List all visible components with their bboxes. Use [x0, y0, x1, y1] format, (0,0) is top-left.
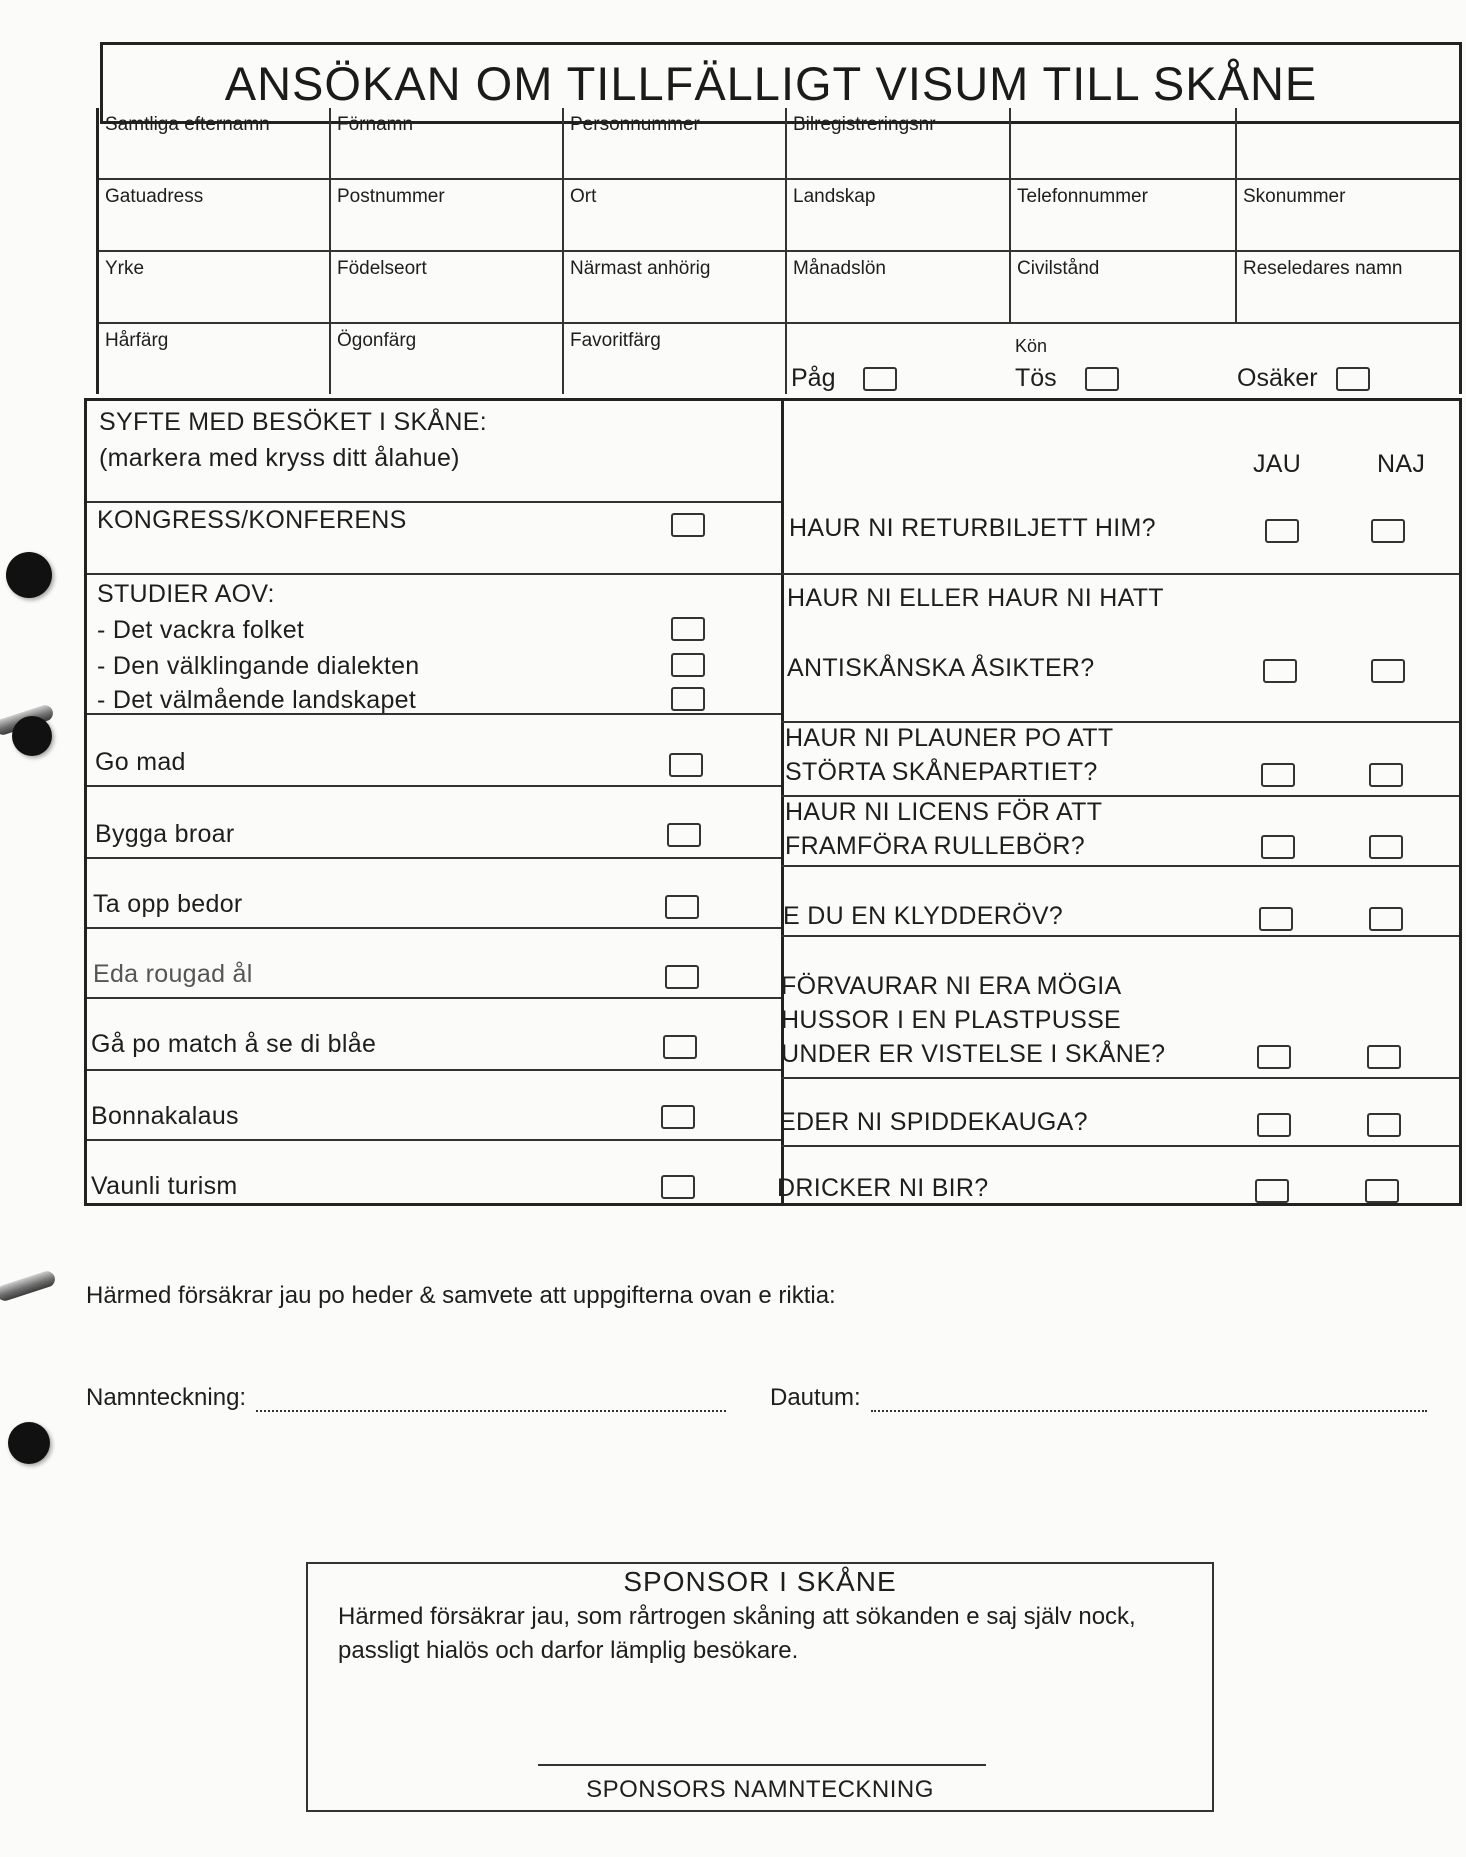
row-line — [87, 1139, 781, 1141]
field-marital-status[interactable]: Civilstånd — [1011, 252, 1237, 322]
date-label: Dautum: — [770, 1384, 861, 1411]
row-line — [87, 785, 781, 787]
purpose-studies-landscape: - Det välmående landskapet — [97, 686, 417, 714]
purpose-take-up-beets-checkbox[interactable] — [665, 895, 699, 919]
anti-scanian-no-checkbox[interactable] — [1371, 659, 1405, 683]
row-line — [781, 865, 1459, 867]
purpose-farm-party: Bonnakalaus — [91, 1102, 239, 1130]
purpose-ordinary-tourism: Vaunli turism — [91, 1172, 238, 1200]
spiddekauga-yes-checkbox[interactable] — [1257, 1113, 1291, 1137]
overthrow-party-yes-checkbox[interactable] — [1261, 763, 1295, 787]
purpose-ordinary-tourism-checkbox[interactable] — [661, 1175, 695, 1199]
gender-option-boy — [791, 364, 897, 393]
gender-unsure-checkbox[interactable] — [1336, 367, 1370, 391]
column-divider — [781, 401, 784, 1203]
field-tour-guide-name[interactable]: Reseledares namn — [1243, 258, 1403, 279]
field-phone[interactable]: Telefonnummer — [1011, 180, 1237, 250]
signature-row — [86, 1384, 726, 1412]
sponsor-title: SPONSOR I SKÅNE — [623, 1566, 897, 1597]
field-province[interactable]: Landskap — [787, 180, 1011, 250]
beer-yes-checkbox[interactable] — [1255, 1179, 1289, 1203]
info-row — [99, 324, 1459, 394]
purpose-go-mad: Go mad — [95, 748, 186, 776]
purpose-heading: SYFTE MED BESÖKET I SKÅNE: — [99, 408, 487, 436]
binder-ring — [0, 1269, 57, 1303]
purpose-eat-smoked-eel: Eda rougad ål — [93, 960, 253, 988]
gender-option-label: Påg — [791, 364, 836, 392]
purpose-football-match-checkbox[interactable] — [663, 1035, 697, 1059]
row-line — [87, 1069, 781, 1071]
form-title: ANSÖKAN OM TILLFÄLLIGT VISUM TILL SKÅNE — [224, 56, 1318, 110]
field-birthplace[interactable]: Födelseort — [331, 252, 564, 322]
row-line — [87, 857, 781, 859]
purpose-conference: KONGRESS/KONFERENS — [97, 506, 407, 534]
field-next-of-kin[interactable]: Närmast anhörig — [564, 252, 787, 322]
field-postal-code[interactable]: Postnummer — [331, 180, 564, 250]
field-blank-1[interactable] — [1011, 108, 1237, 178]
question-spiddekauga: EDER NI SPIDDEKAUGA? — [779, 1108, 1088, 1136]
question-plastic-bag-line2: HUSSOR I EN PLASTPUSSE — [781, 1006, 1122, 1034]
row-line — [781, 1077, 1459, 1079]
gender-option-unsure — [1237, 364, 1370, 393]
question-plastic-bag-line3: UNDER ER VISTELSE I SKÅNE? — [781, 1040, 1166, 1068]
purpose-studies-people-checkbox[interactable] — [671, 617, 705, 641]
row-line — [87, 997, 781, 999]
signature-line[interactable] — [256, 1410, 726, 1412]
field-hair-color[interactable]: Hårfärg — [99, 324, 331, 394]
question-anti-scanian-line2: ANTISKÅNSKA ÅSIKTER? — [787, 654, 1095, 682]
field-blank-2[interactable] — [1237, 108, 1459, 178]
gender-option-label: Osäker — [1237, 364, 1318, 392]
beer-no-checkbox[interactable] — [1365, 1179, 1399, 1203]
signature-label: Namnteckning: — [86, 1384, 247, 1411]
purpose-studies-dialect: - Den välklingande dialekten — [97, 652, 420, 680]
question-return-ticket: HAUR NI RETURBILJETT HIM? — [789, 514, 1156, 542]
question-beer: DRICKER NI BIR? — [777, 1174, 989, 1202]
question-license-line2: FRAMFÖRA RULLEBÖR? — [785, 832, 1085, 860]
binder-hole — [12, 716, 52, 756]
purpose-take-up-beets: Ta opp bedor — [93, 890, 243, 918]
klydderov-no-checkbox[interactable] — [1369, 907, 1403, 931]
sponsor-text: Härmed försäkrar jau, som rårtrogen skåning att sökanden e saj själv nock, passligt hialös och darfor lämplig besökare. — [338, 1603, 1136, 1664]
sponsor-signature-line[interactable] — [538, 1764, 986, 1766]
row-line — [87, 573, 781, 575]
questionnaire-box — [84, 398, 1462, 1206]
purpose-go-mad-checkbox[interactable] — [669, 753, 703, 777]
gender-label: Kön — [1015, 336, 1048, 356]
field-city[interactable]: Ort — [564, 180, 787, 250]
purpose-studies-dialect-checkbox[interactable] — [671, 653, 705, 677]
row-line — [87, 927, 781, 929]
plastic-bag-yes-checkbox[interactable] — [1257, 1045, 1291, 1069]
purpose-studies: STUDIER AOV: — [97, 580, 275, 608]
row-line — [781, 935, 1459, 937]
info-row — [99, 180, 1459, 252]
field-surnames[interactable]: Samtliga efternamn — [99, 108, 331, 178]
plastic-bag-no-checkbox[interactable] — [1367, 1045, 1401, 1069]
purpose-build-bridges-checkbox[interactable] — [667, 823, 701, 847]
overthrow-party-no-checkbox[interactable] — [1369, 763, 1403, 787]
yes-column-header: JAU — [1253, 450, 1302, 478]
field-street-address[interactable]: Gatuadress — [99, 180, 331, 250]
purpose-build-bridges: Bygga broar — [95, 820, 235, 848]
klydderov-yes-checkbox[interactable] — [1259, 907, 1293, 931]
license-no-checkbox[interactable] — [1369, 835, 1403, 859]
purpose-studies-people: - Det vackra folket — [97, 616, 305, 644]
purpose-subheading: (markera med kryss ditt ålahue) — [99, 444, 460, 472]
question-license-line1: HAUR NI LICENS FÖR ATT — [785, 798, 1103, 826]
question-klydderov: E DU EN KLYDDERÖV? — [783, 902, 1064, 930]
date-line[interactable] — [871, 1410, 1427, 1412]
return-ticket-no-checkbox[interactable] — [1371, 519, 1405, 543]
gender-field — [787, 324, 1459, 394]
spiddekauga-no-checkbox[interactable] — [1367, 1113, 1401, 1137]
sponsor-signature-label: SPONSORS NAMNTECKNING — [586, 1776, 934, 1803]
question-overthrow-party-line1: HAUR NI PLAUNER PO ATT — [785, 724, 1114, 752]
personal-info-grid — [96, 108, 1462, 394]
date-row — [770, 1384, 1427, 1412]
field-car-registration[interactable]: Bilregistreringsnr — [787, 108, 1011, 178]
info-row — [99, 252, 1459, 324]
binder-hole — [8, 1422, 50, 1464]
info-row — [99, 108, 1459, 180]
anti-scanian-yes-checkbox[interactable] — [1263, 659, 1297, 683]
purpose-football-match: Gå po match å se di blåe — [91, 1030, 377, 1058]
gender-option-label: Tös — [1015, 364, 1057, 392]
purpose-studies-landscape-checkbox[interactable] — [671, 687, 705, 711]
question-anti-scanian-line1: HAUR NI ELLER HAUR NI HATT — [787, 584, 1164, 612]
gender-option-girl — [1015, 364, 1119, 393]
return-ticket-yes-checkbox[interactable] — [1265, 519, 1299, 543]
purpose-conference-checkbox[interactable] — [671, 513, 705, 537]
sponsor-box — [306, 1562, 1214, 1812]
binder-hole — [6, 552, 52, 598]
purpose-eat-smoked-eel-checkbox[interactable] — [665, 965, 699, 989]
field-monthly-salary[interactable]: Månadslön — [787, 252, 1011, 322]
field-personal-number[interactable]: Personnummer — [564, 108, 787, 178]
purpose-farm-party-checkbox[interactable] — [661, 1105, 695, 1129]
declaration-text: Härmed försäkrar jau po heder & samvete att uppgifterna ovan e riktia: — [86, 1282, 836, 1309]
row-line — [781, 573, 1459, 575]
field-shoe-size[interactable]: Skonummer — [1243, 186, 1346, 207]
gender-girl-checkbox[interactable] — [1085, 367, 1119, 391]
no-column-header: NAJ — [1377, 450, 1426, 478]
license-yes-checkbox[interactable] — [1261, 835, 1295, 859]
row-line — [781, 1145, 1459, 1147]
question-overthrow-party-line2: STÖRTA SKÅNEPARTIET? — [785, 758, 1098, 786]
field-occupation[interactable]: Yrke — [99, 252, 331, 322]
question-plastic-bag-line1: FÖRVAURAR NI ERA MÖGIA — [781, 972, 1122, 1000]
gender-boy-checkbox[interactable] — [863, 367, 897, 391]
field-first-name[interactable]: Förnamn — [331, 108, 564, 178]
field-eye-color[interactable]: Ögonfärg — [331, 324, 564, 394]
field-favorite-color[interactable]: Favoritfärg — [564, 324, 787, 394]
